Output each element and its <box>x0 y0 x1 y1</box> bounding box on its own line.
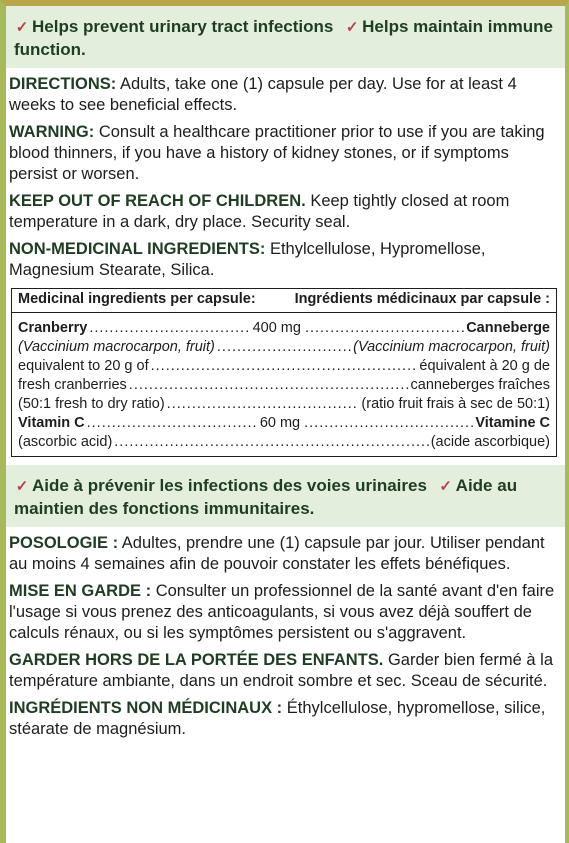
row-right: (Vaccinium macrocarpon, fruit) <box>353 339 550 355</box>
warning-section <box>6 122 565 185</box>
leader-dots <box>217 338 351 357</box>
leader-dots <box>87 414 256 433</box>
garder-label: GARDER HORS DE LA PORTÉE DES ENFANTS. <box>9 651 384 669</box>
row-right: Canneberge <box>466 320 550 336</box>
mise-en-garde-label: MISE EN GARDE : <box>9 582 152 600</box>
keep-out-section <box>6 191 565 233</box>
table-body <box>12 313 556 456</box>
table-row <box>18 319 550 338</box>
row-left: Vitamin C <box>18 415 85 431</box>
directions-text: Adults, take one (1) capsule per day. Use for at least 4 weeks to see beneficial effects. <box>9 75 517 114</box>
claims-band-en <box>6 6 565 68</box>
row-amount: 400 mg <box>252 320 301 336</box>
posologie-text: Adultes, prendre une (1) capsule par jour. Utiliser pendant au moins 4 semaines afin de pouvoir constater les effets bénéfiques. <box>9 534 545 573</box>
row-left: (50:1 fresh to dry ratio) <box>18 396 165 412</box>
non-medicinaux-section <box>6 698 565 740</box>
garder-section <box>6 650 565 692</box>
keep-out-label: KEEP OUT OF REACH OF CHILDREN. <box>9 192 306 210</box>
garder-text: Garder bien fermé à la température ambiante, dans un endroit sombre et sec. Sceau de sécurité. <box>9 651 554 690</box>
table-row <box>18 395 550 414</box>
table-row <box>18 338 550 357</box>
table-header-en: Medicinal ingredients per capsule: <box>18 291 256 307</box>
row-right: (ratio fruit frais à sec de 50:1) <box>361 396 550 412</box>
row-right: canneberges fraîches <box>410 377 550 393</box>
non-medicinal-text: Ethylcellulose, Hypromellose, Magnesium Stearate, Silica. <box>9 240 486 279</box>
check-icon: ✓ <box>15 19 29 36</box>
check-icon: ✓ <box>345 19 359 36</box>
table-header-fr: Ingrédients médicinaux par capsule : <box>294 291 550 307</box>
row-amount: 60 mg <box>259 415 301 431</box>
table-row <box>18 414 550 433</box>
check-icon: ✓ <box>15 478 29 495</box>
leader-dots <box>129 376 409 395</box>
table-header <box>12 289 556 313</box>
directions-section <box>6 74 565 116</box>
row-right: (acide ascorbique) <box>430 434 550 450</box>
row-left: (Vaccinium macrocarpon, fruit) <box>18 339 215 355</box>
claim-en-1: Helps prevent urinary tract infections <box>32 17 334 36</box>
row-right: équivalent à 20 g de <box>419 358 550 374</box>
table-row <box>18 357 550 376</box>
non-medicinal-label: NON-MEDICINAL INGREDIENTS: <box>9 240 266 258</box>
non-medicinaux-label: INGRÉDIENTS NON MÉDICINAUX : <box>9 699 283 717</box>
posologie-section <box>6 533 565 575</box>
table-row <box>18 433 550 452</box>
posologie-label: POSOLOGIE : <box>9 534 119 552</box>
check-icon: ✓ <box>439 478 452 495</box>
keep-out-text: Keep tightly closed at room temperature in a dark, dry place. Security seal. <box>9 192 510 231</box>
leader-dots <box>89 319 248 338</box>
claim-fr-2: Aide au maintien des fonctions immunitaires. <box>14 476 518 518</box>
mise-en-garde-section <box>6 581 565 644</box>
warning-text: Consult a healthcare practitioner prior to use if you are taking blood thinners, if you have a history of kidney stones, or if symptoms persist or worsen. <box>9 123 545 183</box>
claim-en-2: Helps maintain immune function. <box>14 17 553 59</box>
warning-label: WARNING: <box>9 123 95 141</box>
leader-dots <box>114 433 428 452</box>
non-medicinal-section <box>6 239 565 281</box>
mise-en-garde-text: Consulter un professionnel de la santé avant d'en faire l'usage si vous prenez des anticoagulants, si vous avez déjà souffert de calculs rénaux, ou si les symptômes persistent ou s'aggravent. <box>9 582 555 642</box>
row-left: equivalent to 20 g of <box>18 358 149 374</box>
row-right: Vitamine C <box>475 415 551 431</box>
leader-dots <box>167 395 360 414</box>
directions-label: DIRECTIONS: <box>9 75 117 93</box>
leader-dots <box>304 414 473 433</box>
row-left: fresh cranberries <box>18 377 127 393</box>
leader-dots <box>151 357 418 376</box>
medicinal-ingredients-table <box>11 288 557 457</box>
leader-dots <box>305 319 464 338</box>
claim-fr-1: Aide à prévenir les infections des voies urinaires <box>32 476 427 495</box>
non-medicinaux-text: Éthylcellulose, hypromellose, silice, stéarate de magnésium. <box>9 699 546 738</box>
row-left: (ascorbic acid) <box>18 434 113 450</box>
table-row <box>18 376 550 395</box>
claims-band-fr <box>6 465 565 527</box>
row-left: Cranberry <box>18 320 88 336</box>
